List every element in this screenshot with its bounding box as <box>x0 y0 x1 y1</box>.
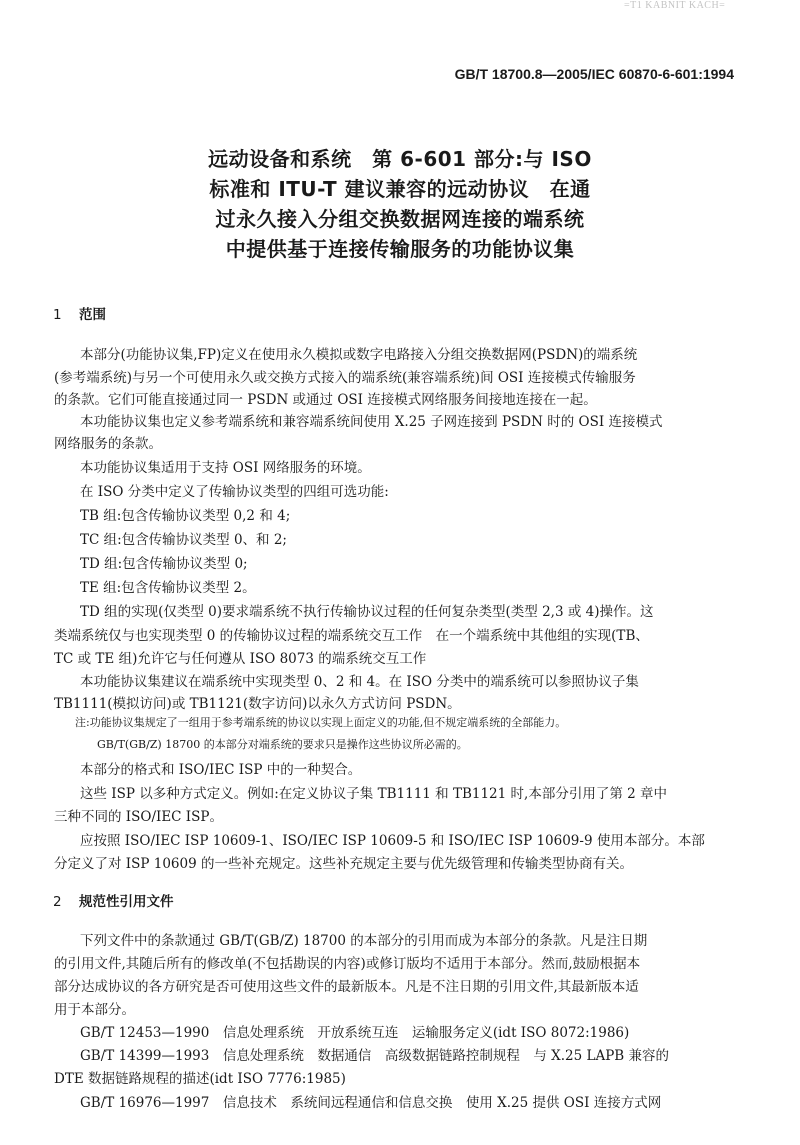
watermark: =T1 KABNIT KACH= <box>624 0 726 11</box>
paragraph-line: 的引用文件,其随后所有的修改单(不包括勘误的内容)或修订版均不适用于本部分。然而,鼓励根据本 <box>54 956 641 972</box>
paragraph-line: TD 组的实现(仅类型 0)要求端系统不执行传输协议过程的任何复杂类型(类型 2,3 或 4)操作。这 <box>80 604 654 620</box>
paragraph-line: 本部分的格式和 ISO/IEC ISP 中的一种契合。 <box>80 762 362 778</box>
title-line: 远动设备和系统 第 6-601 部分:与 ISO <box>208 147 592 171</box>
title-line: 过永久接入分组交换数据网连接的端系统 <box>215 207 585 231</box>
paragraph-line: 类端系统仅与也实现类型 0 的传输协议过程的端系统交互工作 在一个端系统中其他组的实现(TB、 <box>54 628 649 644</box>
paragraph-line: 分定义了对 ISP 10609 的一些补充规定。这些补充规定主要与优先级管理和传输类型协商有关。 <box>54 856 633 872</box>
paragraph-line: 本功能协议集建议在端系统中实现类型 0、2 和 4。在 ISO 分类中的端系统可以参照协议子集 <box>80 674 639 690</box>
title-line: 中提供基于连接传输服务的功能协议集 <box>225 237 575 261</box>
section-2-heading <box>53 890 174 910</box>
paragraph-line: TC 组:包含传输协议类型 0、和 2; <box>80 532 287 548</box>
section-title: 范围 <box>79 307 106 323</box>
paragraph-line: 本功能协议集适用于支持 OSI 网络服务的环境。 <box>80 460 371 476</box>
standard-number: GB/T 18700.8—2005/IEC 60870-6-601:1994 <box>454 66 734 82</box>
reference-line: GB/T 12453—1990 信息处理系统 开放系统互连 运输服务定义(idt ISO 8072:1986) <box>80 1025 630 1041</box>
paragraph-line: 下列文件中的条款通过 GB/T(GB/Z) 18700 的本部分的引用而成为本部分的条款。凡是注日期 <box>80 933 648 949</box>
reference-line: GB/T 14399—1993 信息处理系统 数据通信 高级数据链路控制规程 与 X.25 LAPB 兼容的 <box>80 1048 670 1064</box>
paragraph-line: TB 组:包含传输协议类型 0,2 和 4; <box>80 508 291 524</box>
reference-line: DTE 数据链路规程的描述(idt ISO 7776:1985) <box>54 1071 346 1087</box>
paragraph-line: (参考端系统)与另一个可使用永久或交换方式接入的端系统(兼容端系统)间 OSI 连接模式传输服务 <box>54 370 636 386</box>
paragraph-line: 应按照 ISO/IEC ISP 10609-1、ISO/IEC ISP 10609-5 和 ISO/IEC ISP 10609-9 使用本部分。本部 <box>80 833 705 849</box>
paragraph-line: TC 或 TE 组)允许它与任何遵从 ISO 8073 的端系统交互工作 <box>54 651 427 667</box>
paragraph-line: 用于本部分。 <box>54 1002 135 1018</box>
note-line: GB/T(GB/Z) 18700 的本部分对端系统的要求只是操作这些协议所必需的。 <box>97 738 468 751</box>
paragraph-line: TB1111(模拟访问)或 TB1121(数字访问)以永久方式访问 PSDN。 <box>54 696 461 712</box>
section-number: 2 <box>53 894 62 910</box>
title-line: 标准和 ITU-T 建议兼容的远动协议 在通 <box>209 177 591 201</box>
reference-line: GB/T 16976—1997 信息技术 系统间远程通信和信息交换 使用 X.25 提供 OSI 连接方式网 <box>80 1095 662 1111</box>
section-title: 规范性引用文件 <box>79 894 174 910</box>
note-line: 注:功能协议集规定了一组用于参考端系统的协议以实现上面定义的功能,但不规定端系统的全部能力。 <box>75 716 567 729</box>
paragraph-line: 本部分(功能协议集,FP)定义在使用永久模拟或数字电路接入分组交换数据网(PSDN)的端系统 <box>80 347 638 363</box>
paragraph-line: 在 ISO 分类中定义了传输协议类型的四组可选功能: <box>80 484 389 500</box>
section-1-heading <box>53 303 106 323</box>
paragraph-line: 本功能协议集也定义参考端系统和兼容端系统间使用 X.25 子网连接到 PSDN 时的 OSI 连接模式 <box>80 414 663 430</box>
paragraph-line: 三种不同的 ISO/IEC ISP。 <box>54 809 223 825</box>
section-number: 1 <box>53 307 62 323</box>
paragraph-line: 部分达成协议的各方研究是否可使用这些文件的最新版本。凡是不注日期的引用文件,其最新版本适 <box>54 979 639 995</box>
paragraph-line: TD 组:包含传输协议类型 0; <box>80 556 248 572</box>
paragraph-line: 的条款。它们可能直接通过同一 PSDN 或通过 OSI 连接模式网络服务间接地连接在一起。 <box>54 392 597 408</box>
paragraph-line: TE 组:包含传输协议类型 2。 <box>80 580 256 596</box>
paragraph-line: 这些 ISP 以多种方式定义。例如:在定义协议子集 TB1111 和 TB1121 时,本部分引用了第 2 章中 <box>80 786 667 802</box>
paragraph-line: 网络服务的条款。 <box>54 436 162 452</box>
